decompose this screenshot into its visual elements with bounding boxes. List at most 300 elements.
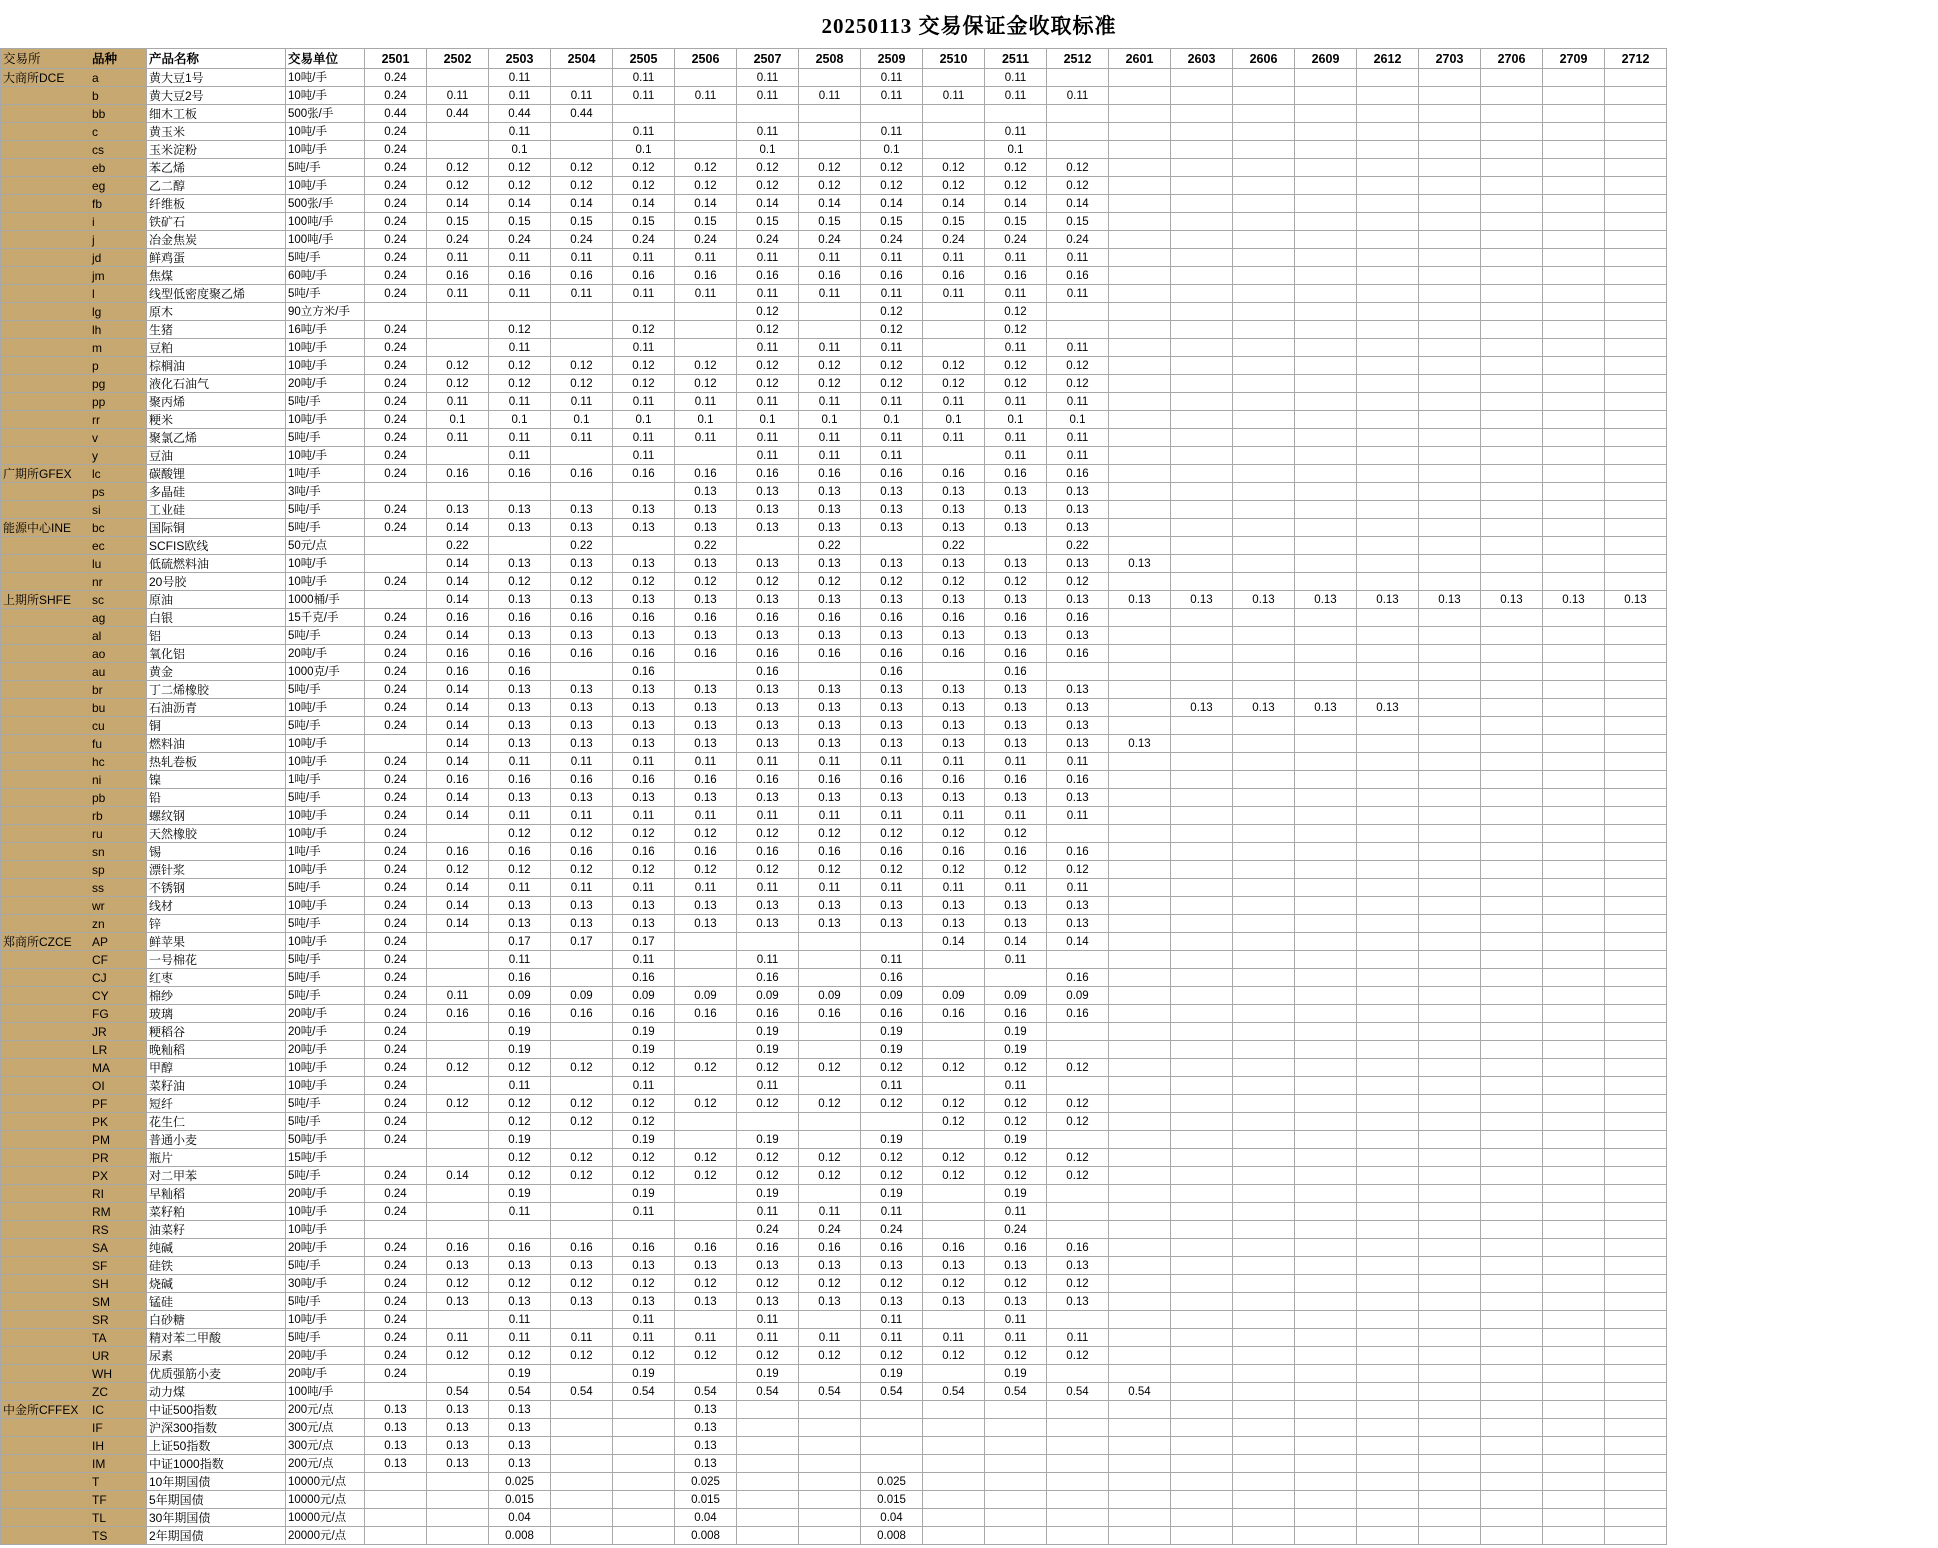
cell-margin-2512 bbox=[1047, 69, 1109, 87]
cell-margin-2706 bbox=[1481, 627, 1543, 645]
cell-margin-2506: 0.12 bbox=[675, 1275, 737, 1293]
cell-margin-2703 bbox=[1419, 303, 1481, 321]
cell-margin-2501 bbox=[365, 1149, 427, 1167]
cell-margin-2508: 0.11 bbox=[799, 1203, 861, 1221]
cell-product-name: 豆粕 bbox=[147, 339, 286, 357]
cell-margin-2706 bbox=[1481, 663, 1543, 681]
cell-margin-2601 bbox=[1109, 861, 1171, 879]
cell-margin-2612 bbox=[1357, 357, 1419, 375]
cell-margin-2504: 0.12 bbox=[551, 1275, 613, 1293]
cell-margin-2507: 0.11 bbox=[737, 285, 799, 303]
header-code: 品种 bbox=[90, 49, 147, 69]
cell-margin-2512: 0.12 bbox=[1047, 1095, 1109, 1113]
cell-exchange bbox=[1, 285, 90, 303]
cell-margin-2509: 0.12 bbox=[861, 1167, 923, 1185]
cell-margin-2508 bbox=[799, 1185, 861, 1203]
cell-margin-2606 bbox=[1233, 1185, 1295, 1203]
cell-margin-2609 bbox=[1295, 987, 1357, 1005]
cell-margin-2612 bbox=[1357, 465, 1419, 483]
cell-margin-2506: 0.1 bbox=[675, 411, 737, 429]
cell-trade-unit: 10吨/手 bbox=[286, 177, 365, 195]
cell-margin-2703 bbox=[1419, 1221, 1481, 1239]
cell-margin-2506: 0.12 bbox=[675, 1347, 737, 1365]
cell-margin-2609 bbox=[1295, 447, 1357, 465]
cell-margin-2506: 0.16 bbox=[675, 465, 737, 483]
table-row bbox=[1, 1059, 1667, 1077]
cell-margin-2501: 0.24 bbox=[365, 285, 427, 303]
cell-margin-2703 bbox=[1419, 69, 1481, 87]
cell-trade-unit: 10吨/手 bbox=[286, 897, 365, 915]
cell-margin-2504: 0.13 bbox=[551, 789, 613, 807]
cell-margin-2504: 0.16 bbox=[551, 609, 613, 627]
cell-margin-2508: 0.13 bbox=[799, 699, 861, 717]
cell-margin-2609 bbox=[1295, 771, 1357, 789]
cell-margin-2603 bbox=[1171, 933, 1233, 951]
cell-margin-2503: 0.19 bbox=[489, 1185, 551, 1203]
cell-margin-2509: 0.13 bbox=[861, 591, 923, 609]
cell-margin-2511: 0.16 bbox=[985, 267, 1047, 285]
cell-margin-2512: 0.15 bbox=[1047, 213, 1109, 231]
cell-margin-2712 bbox=[1605, 303, 1667, 321]
cell-margin-2612 bbox=[1357, 825, 1419, 843]
cell-margin-2609 bbox=[1295, 501, 1357, 519]
cell-margin-2508 bbox=[799, 1437, 861, 1455]
cell-margin-2502: 0.14 bbox=[427, 753, 489, 771]
cell-margin-2507: 0.11 bbox=[737, 951, 799, 969]
table-row bbox=[1, 1347, 1667, 1365]
cell-margin-2509: 0.11 bbox=[861, 87, 923, 105]
cell-margin-2505: 0.19 bbox=[613, 1131, 675, 1149]
cell-margin-2501: 0.24 bbox=[365, 681, 427, 699]
cell-margin-2504: 0.16 bbox=[551, 771, 613, 789]
cell-margin-2503: 0.015 bbox=[489, 1491, 551, 1509]
cell-margin-2706 bbox=[1481, 483, 1543, 501]
cell-code: JR bbox=[90, 1023, 147, 1041]
cell-margin-2609 bbox=[1295, 969, 1357, 987]
cell-margin-2603 bbox=[1171, 1149, 1233, 1167]
table-row bbox=[1, 645, 1667, 663]
cell-margin-2709 bbox=[1543, 159, 1605, 177]
cell-margin-2508: 0.11 bbox=[799, 447, 861, 465]
cell-margin-2505: 0.1 bbox=[613, 141, 675, 159]
cell-margin-2510: 0.11 bbox=[923, 1329, 985, 1347]
cell-margin-2501: 0.24 bbox=[365, 1113, 427, 1131]
cell-margin-2511: 0.1 bbox=[985, 141, 1047, 159]
cell-margin-2506: 0.11 bbox=[675, 429, 737, 447]
margin-standards-table bbox=[0, 48, 1667, 1545]
table-row bbox=[1, 573, 1667, 591]
table-row bbox=[1, 1167, 1667, 1185]
cell-margin-2703 bbox=[1419, 1131, 1481, 1149]
cell-margin-2510 bbox=[923, 1041, 985, 1059]
cell-margin-2606 bbox=[1233, 1239, 1295, 1257]
cell-product-name: 丁二烯橡胶 bbox=[147, 681, 286, 699]
cell-margin-2609 bbox=[1295, 1005, 1357, 1023]
cell-margin-2612 bbox=[1357, 1041, 1419, 1059]
cell-margin-2612 bbox=[1357, 1149, 1419, 1167]
cell-margin-2606 bbox=[1233, 375, 1295, 393]
cell-exchange bbox=[1, 1005, 90, 1023]
cell-margin-2609 bbox=[1295, 681, 1357, 699]
cell-margin-2601 bbox=[1109, 231, 1171, 249]
cell-code: FG bbox=[90, 1005, 147, 1023]
cell-margin-2601 bbox=[1109, 195, 1171, 213]
cell-margin-2709 bbox=[1543, 1221, 1605, 1239]
cell-margin-2603 bbox=[1171, 1419, 1233, 1437]
cell-margin-2612 bbox=[1357, 609, 1419, 627]
cell-margin-2503 bbox=[489, 483, 551, 501]
cell-margin-2601 bbox=[1109, 1005, 1171, 1023]
cell-margin-2504 bbox=[551, 969, 613, 987]
cell-margin-2501: 0.24 bbox=[365, 87, 427, 105]
cell-margin-2505: 0.16 bbox=[613, 1239, 675, 1257]
cell-margin-2505 bbox=[613, 1401, 675, 1419]
cell-code: lh bbox=[90, 321, 147, 339]
cell-trade-unit: 20吨/手 bbox=[286, 1365, 365, 1383]
cell-margin-2512: 0.11 bbox=[1047, 285, 1109, 303]
table-row bbox=[1, 1203, 1667, 1221]
cell-margin-2510: 0.12 bbox=[923, 861, 985, 879]
cell-margin-2507: 0.12 bbox=[737, 177, 799, 195]
cell-margin-2706 bbox=[1481, 357, 1543, 375]
cell-margin-2509: 0.11 bbox=[861, 285, 923, 303]
cell-exchange bbox=[1, 1203, 90, 1221]
cell-margin-2512: 0.13 bbox=[1047, 627, 1109, 645]
cell-code: ao bbox=[90, 645, 147, 663]
cell-margin-2612: 0.13 bbox=[1357, 591, 1419, 609]
cell-margin-2706 bbox=[1481, 1473, 1543, 1491]
cell-margin-2504: 0.13 bbox=[551, 555, 613, 573]
cell-margin-2703 bbox=[1419, 1527, 1481, 1545]
cell-margin-2509: 0.015 bbox=[861, 1491, 923, 1509]
cell-margin-2502: 0.12 bbox=[427, 177, 489, 195]
cell-margin-2508 bbox=[799, 1113, 861, 1131]
cell-margin-2507: 0.13 bbox=[737, 555, 799, 573]
cell-margin-2504 bbox=[551, 1041, 613, 1059]
cell-trade-unit: 50吨/手 bbox=[286, 1131, 365, 1149]
cell-margin-2505: 0.11 bbox=[613, 1329, 675, 1347]
cell-margin-2508 bbox=[799, 1311, 861, 1329]
cell-margin-2501: 0.24 bbox=[365, 519, 427, 537]
cell-margin-2612 bbox=[1357, 339, 1419, 357]
cell-margin-2503: 0.16 bbox=[489, 663, 551, 681]
cell-margin-2706 bbox=[1481, 843, 1543, 861]
cell-margin-2609 bbox=[1295, 825, 1357, 843]
cell-margin-2504 bbox=[551, 123, 613, 141]
cell-margin-2709 bbox=[1543, 1113, 1605, 1131]
cell-code: lc bbox=[90, 465, 147, 483]
cell-margin-2706 bbox=[1481, 1329, 1543, 1347]
cell-margin-2508 bbox=[799, 1041, 861, 1059]
cell-margin-2502: 0.14 bbox=[427, 1167, 489, 1185]
cell-margin-2609 bbox=[1295, 69, 1357, 87]
cell-margin-2603 bbox=[1171, 1131, 1233, 1149]
cell-margin-2601 bbox=[1109, 1203, 1171, 1221]
cell-margin-2506: 0.12 bbox=[675, 1167, 737, 1185]
cell-margin-2505: 0.12 bbox=[613, 375, 675, 393]
cell-margin-2512: 0.09 bbox=[1047, 987, 1109, 1005]
cell-margin-2609 bbox=[1295, 627, 1357, 645]
cell-margin-2505: 0.12 bbox=[613, 357, 675, 375]
cell-margin-2502: 0.12 bbox=[427, 861, 489, 879]
cell-margin-2506: 0.11 bbox=[675, 879, 737, 897]
cell-margin-2504 bbox=[551, 1185, 613, 1203]
cell-margin-2504: 0.13 bbox=[551, 519, 613, 537]
cell-margin-2504 bbox=[551, 141, 613, 159]
cell-margin-2703 bbox=[1419, 105, 1481, 123]
cell-margin-2606 bbox=[1233, 645, 1295, 663]
cell-margin-2506 bbox=[675, 1221, 737, 1239]
cell-margin-2508 bbox=[799, 1131, 861, 1149]
cell-margin-2703 bbox=[1419, 501, 1481, 519]
cell-margin-2509 bbox=[861, 537, 923, 555]
cell-margin-2603 bbox=[1171, 897, 1233, 915]
cell-exchange bbox=[1, 843, 90, 861]
cell-margin-2603 bbox=[1171, 1185, 1233, 1203]
cell-margin-2703 bbox=[1419, 519, 1481, 537]
cell-margin-2606 bbox=[1233, 1365, 1295, 1383]
cell-margin-2507: 0.15 bbox=[737, 213, 799, 231]
cell-margin-2507 bbox=[737, 1113, 799, 1131]
cell-margin-2511 bbox=[985, 1473, 1047, 1491]
cell-margin-2502 bbox=[427, 321, 489, 339]
cell-margin-2709 bbox=[1543, 879, 1605, 897]
cell-margin-2502 bbox=[427, 1041, 489, 1059]
cell-margin-2712 bbox=[1605, 1365, 1667, 1383]
cell-trade-unit: 10000元/点 bbox=[286, 1473, 365, 1491]
cell-margin-2601 bbox=[1109, 141, 1171, 159]
cell-margin-2612 bbox=[1357, 123, 1419, 141]
cell-margin-2512: 0.54 bbox=[1047, 1383, 1109, 1401]
cell-margin-2503: 0.13 bbox=[489, 1455, 551, 1473]
cell-margin-2508: 0.11 bbox=[799, 87, 861, 105]
cell-margin-2510: 0.12 bbox=[923, 375, 985, 393]
header-month-2603: 2603 bbox=[1171, 49, 1233, 69]
cell-margin-2501: 0.24 bbox=[365, 1077, 427, 1095]
cell-margin-2709 bbox=[1543, 1185, 1605, 1203]
cell-margin-2712 bbox=[1605, 1041, 1667, 1059]
cell-margin-2706 bbox=[1481, 159, 1543, 177]
cell-margin-2706 bbox=[1481, 1023, 1543, 1041]
cell-margin-2501: 0.24 bbox=[365, 393, 427, 411]
cell-code: RM bbox=[90, 1203, 147, 1221]
cell-margin-2601 bbox=[1109, 843, 1171, 861]
cell-margin-2503: 0.13 bbox=[489, 501, 551, 519]
cell-margin-2510 bbox=[923, 303, 985, 321]
cell-margin-2505 bbox=[613, 303, 675, 321]
cell-trade-unit: 3吨/手 bbox=[286, 483, 365, 501]
cell-trade-unit: 5吨/手 bbox=[286, 879, 365, 897]
cell-margin-2609 bbox=[1295, 159, 1357, 177]
cell-margin-2601 bbox=[1109, 1527, 1171, 1545]
table-row bbox=[1, 1437, 1667, 1455]
cell-margin-2511: 0.13 bbox=[985, 627, 1047, 645]
cell-margin-2507: 0.12 bbox=[737, 1347, 799, 1365]
cell-margin-2502 bbox=[427, 1023, 489, 1041]
header-month-2609: 2609 bbox=[1295, 49, 1357, 69]
cell-margin-2703 bbox=[1419, 789, 1481, 807]
cell-margin-2706 bbox=[1481, 825, 1543, 843]
cell-margin-2506: 0.12 bbox=[675, 861, 737, 879]
cell-margin-2609 bbox=[1295, 339, 1357, 357]
cell-margin-2612 bbox=[1357, 141, 1419, 159]
cell-margin-2509: 0.13 bbox=[861, 1257, 923, 1275]
cell-margin-2510: 0.11 bbox=[923, 249, 985, 267]
cell-margin-2505 bbox=[613, 1509, 675, 1527]
cell-margin-2512: 0.12 bbox=[1047, 1275, 1109, 1293]
cell-margin-2509: 0.15 bbox=[861, 213, 923, 231]
cell-margin-2601 bbox=[1109, 753, 1171, 771]
cell-product-name: 冶金焦炭 bbox=[147, 231, 286, 249]
cell-trade-unit: 5吨/手 bbox=[286, 159, 365, 177]
cell-margin-2507: 0.12 bbox=[737, 861, 799, 879]
table-row bbox=[1, 1239, 1667, 1257]
cell-margin-2603 bbox=[1171, 1041, 1233, 1059]
cell-margin-2603 bbox=[1171, 465, 1233, 483]
cell-exchange bbox=[1, 1437, 90, 1455]
cell-exchange bbox=[1, 897, 90, 915]
cell-margin-2509: 0.13 bbox=[861, 681, 923, 699]
table-row bbox=[1, 393, 1667, 411]
header-month-2511: 2511 bbox=[985, 49, 1047, 69]
cell-margin-2508: 0.12 bbox=[799, 573, 861, 591]
cell-margin-2504: 0.13 bbox=[551, 1293, 613, 1311]
cell-margin-2606 bbox=[1233, 285, 1295, 303]
cell-margin-2612 bbox=[1357, 1257, 1419, 1275]
cell-margin-2506 bbox=[675, 339, 737, 357]
cell-margin-2505: 0.19 bbox=[613, 1365, 675, 1383]
cell-margin-2510: 0.12 bbox=[923, 1059, 985, 1077]
cell-margin-2501: 0.24 bbox=[365, 753, 427, 771]
cell-margin-2509: 0.12 bbox=[861, 321, 923, 339]
cell-product-name: 中证500指数 bbox=[147, 1401, 286, 1419]
cell-margin-2501: 0.24 bbox=[365, 1329, 427, 1347]
cell-margin-2612 bbox=[1357, 285, 1419, 303]
cell-margin-2509: 0.13 bbox=[861, 519, 923, 537]
cell-margin-2601 bbox=[1109, 1095, 1171, 1113]
cell-margin-2511: 0.11 bbox=[985, 429, 1047, 447]
cell-margin-2706 bbox=[1481, 69, 1543, 87]
table-row bbox=[1, 969, 1667, 987]
cell-margin-2703 bbox=[1419, 663, 1481, 681]
cell-margin-2502 bbox=[427, 1113, 489, 1131]
cell-margin-2507: 0.19 bbox=[737, 1131, 799, 1149]
cell-product-name: 花生仁 bbox=[147, 1113, 286, 1131]
cell-margin-2511: 0.16 bbox=[985, 609, 1047, 627]
cell-margin-2503: 0.11 bbox=[489, 1311, 551, 1329]
cell-margin-2703 bbox=[1419, 969, 1481, 987]
cell-code: PK bbox=[90, 1113, 147, 1131]
cell-margin-2603 bbox=[1171, 1401, 1233, 1419]
cell-margin-2510: 0.11 bbox=[923, 753, 985, 771]
cell-margin-2504: 0.12 bbox=[551, 861, 613, 879]
cell-product-name: 鲜苹果 bbox=[147, 933, 286, 951]
cell-margin-2706 bbox=[1481, 915, 1543, 933]
cell-exchange bbox=[1, 1239, 90, 1257]
cell-margin-2503: 0.13 bbox=[489, 1401, 551, 1419]
cell-margin-2511: 0.12 bbox=[985, 825, 1047, 843]
cell-margin-2706 bbox=[1481, 789, 1543, 807]
cell-margin-2511: 0.19 bbox=[985, 1023, 1047, 1041]
table-row bbox=[1, 1185, 1667, 1203]
cell-margin-2508 bbox=[799, 1023, 861, 1041]
cell-exchange bbox=[1, 1347, 90, 1365]
cell-margin-2512: 0.16 bbox=[1047, 1239, 1109, 1257]
cell-margin-2512: 0.13 bbox=[1047, 681, 1109, 699]
cell-product-name: 鲜鸡蛋 bbox=[147, 249, 286, 267]
cell-margin-2612 bbox=[1357, 159, 1419, 177]
cell-margin-2706 bbox=[1481, 681, 1543, 699]
cell-margin-2506: 0.13 bbox=[675, 735, 737, 753]
cell-margin-2510: 0.12 bbox=[923, 1275, 985, 1293]
cell-margin-2510: 0.13 bbox=[923, 555, 985, 573]
cell-margin-2601 bbox=[1109, 771, 1171, 789]
table-row bbox=[1, 321, 1667, 339]
cell-exchange bbox=[1, 1077, 90, 1095]
cell-margin-2510 bbox=[923, 1401, 985, 1419]
cell-margin-2606 bbox=[1233, 231, 1295, 249]
cell-margin-2503: 0.13 bbox=[489, 717, 551, 735]
cell-margin-2612 bbox=[1357, 1365, 1419, 1383]
cell-margin-2505: 0.13 bbox=[613, 897, 675, 915]
cell-margin-2512: 0.12 bbox=[1047, 159, 1109, 177]
cell-code: ZC bbox=[90, 1383, 147, 1401]
cell-margin-2612 bbox=[1357, 1239, 1419, 1257]
cell-margin-2502: 0.16 bbox=[427, 465, 489, 483]
cell-margin-2503: 0.13 bbox=[489, 591, 551, 609]
cell-margin-2507: 0.12 bbox=[737, 159, 799, 177]
table-row bbox=[1, 357, 1667, 375]
cell-margin-2609 bbox=[1295, 555, 1357, 573]
cell-margin-2609 bbox=[1295, 879, 1357, 897]
header-month-2601: 2601 bbox=[1109, 49, 1171, 69]
cell-margin-2507 bbox=[737, 1473, 799, 1491]
cell-margin-2712 bbox=[1605, 1293, 1667, 1311]
cell-margin-2502: 0.11 bbox=[427, 285, 489, 303]
cell-margin-2504: 0.16 bbox=[551, 1239, 613, 1257]
cell-margin-2703 bbox=[1419, 483, 1481, 501]
cell-margin-2508: 0.13 bbox=[799, 627, 861, 645]
cell-margin-2603 bbox=[1171, 753, 1233, 771]
cell-margin-2601 bbox=[1109, 699, 1171, 717]
cell-margin-2612 bbox=[1357, 753, 1419, 771]
cell-margin-2609 bbox=[1295, 843, 1357, 861]
cell-margin-2509: 0.13 bbox=[861, 501, 923, 519]
cell-margin-2502 bbox=[427, 1185, 489, 1203]
cell-margin-2506 bbox=[675, 303, 737, 321]
cell-margin-2603 bbox=[1171, 483, 1233, 501]
cell-margin-2703 bbox=[1419, 951, 1481, 969]
cell-margin-2502: 0.12 bbox=[427, 159, 489, 177]
cell-margin-2603 bbox=[1171, 213, 1233, 231]
cell-margin-2511: 0.13 bbox=[985, 555, 1047, 573]
cell-margin-2609 bbox=[1295, 1455, 1357, 1473]
cell-margin-2512: 0.22 bbox=[1047, 537, 1109, 555]
header-month-2506: 2506 bbox=[675, 49, 737, 69]
cell-margin-2507: 0.16 bbox=[737, 843, 799, 861]
cell-product-name: 短纤 bbox=[147, 1095, 286, 1113]
cell-margin-2612 bbox=[1357, 1005, 1419, 1023]
cell-trade-unit: 10吨/手 bbox=[286, 861, 365, 879]
cell-margin-2511: 0.1 bbox=[985, 411, 1047, 429]
cell-margin-2503: 0.13 bbox=[489, 627, 551, 645]
cell-product-name: 镍 bbox=[147, 771, 286, 789]
cell-margin-2510 bbox=[923, 1437, 985, 1455]
cell-margin-2509: 0.12 bbox=[861, 1347, 923, 1365]
cell-margin-2511: 0.12 bbox=[985, 573, 1047, 591]
cell-margin-2609 bbox=[1295, 1221, 1357, 1239]
cell-margin-2508: 0.16 bbox=[799, 465, 861, 483]
